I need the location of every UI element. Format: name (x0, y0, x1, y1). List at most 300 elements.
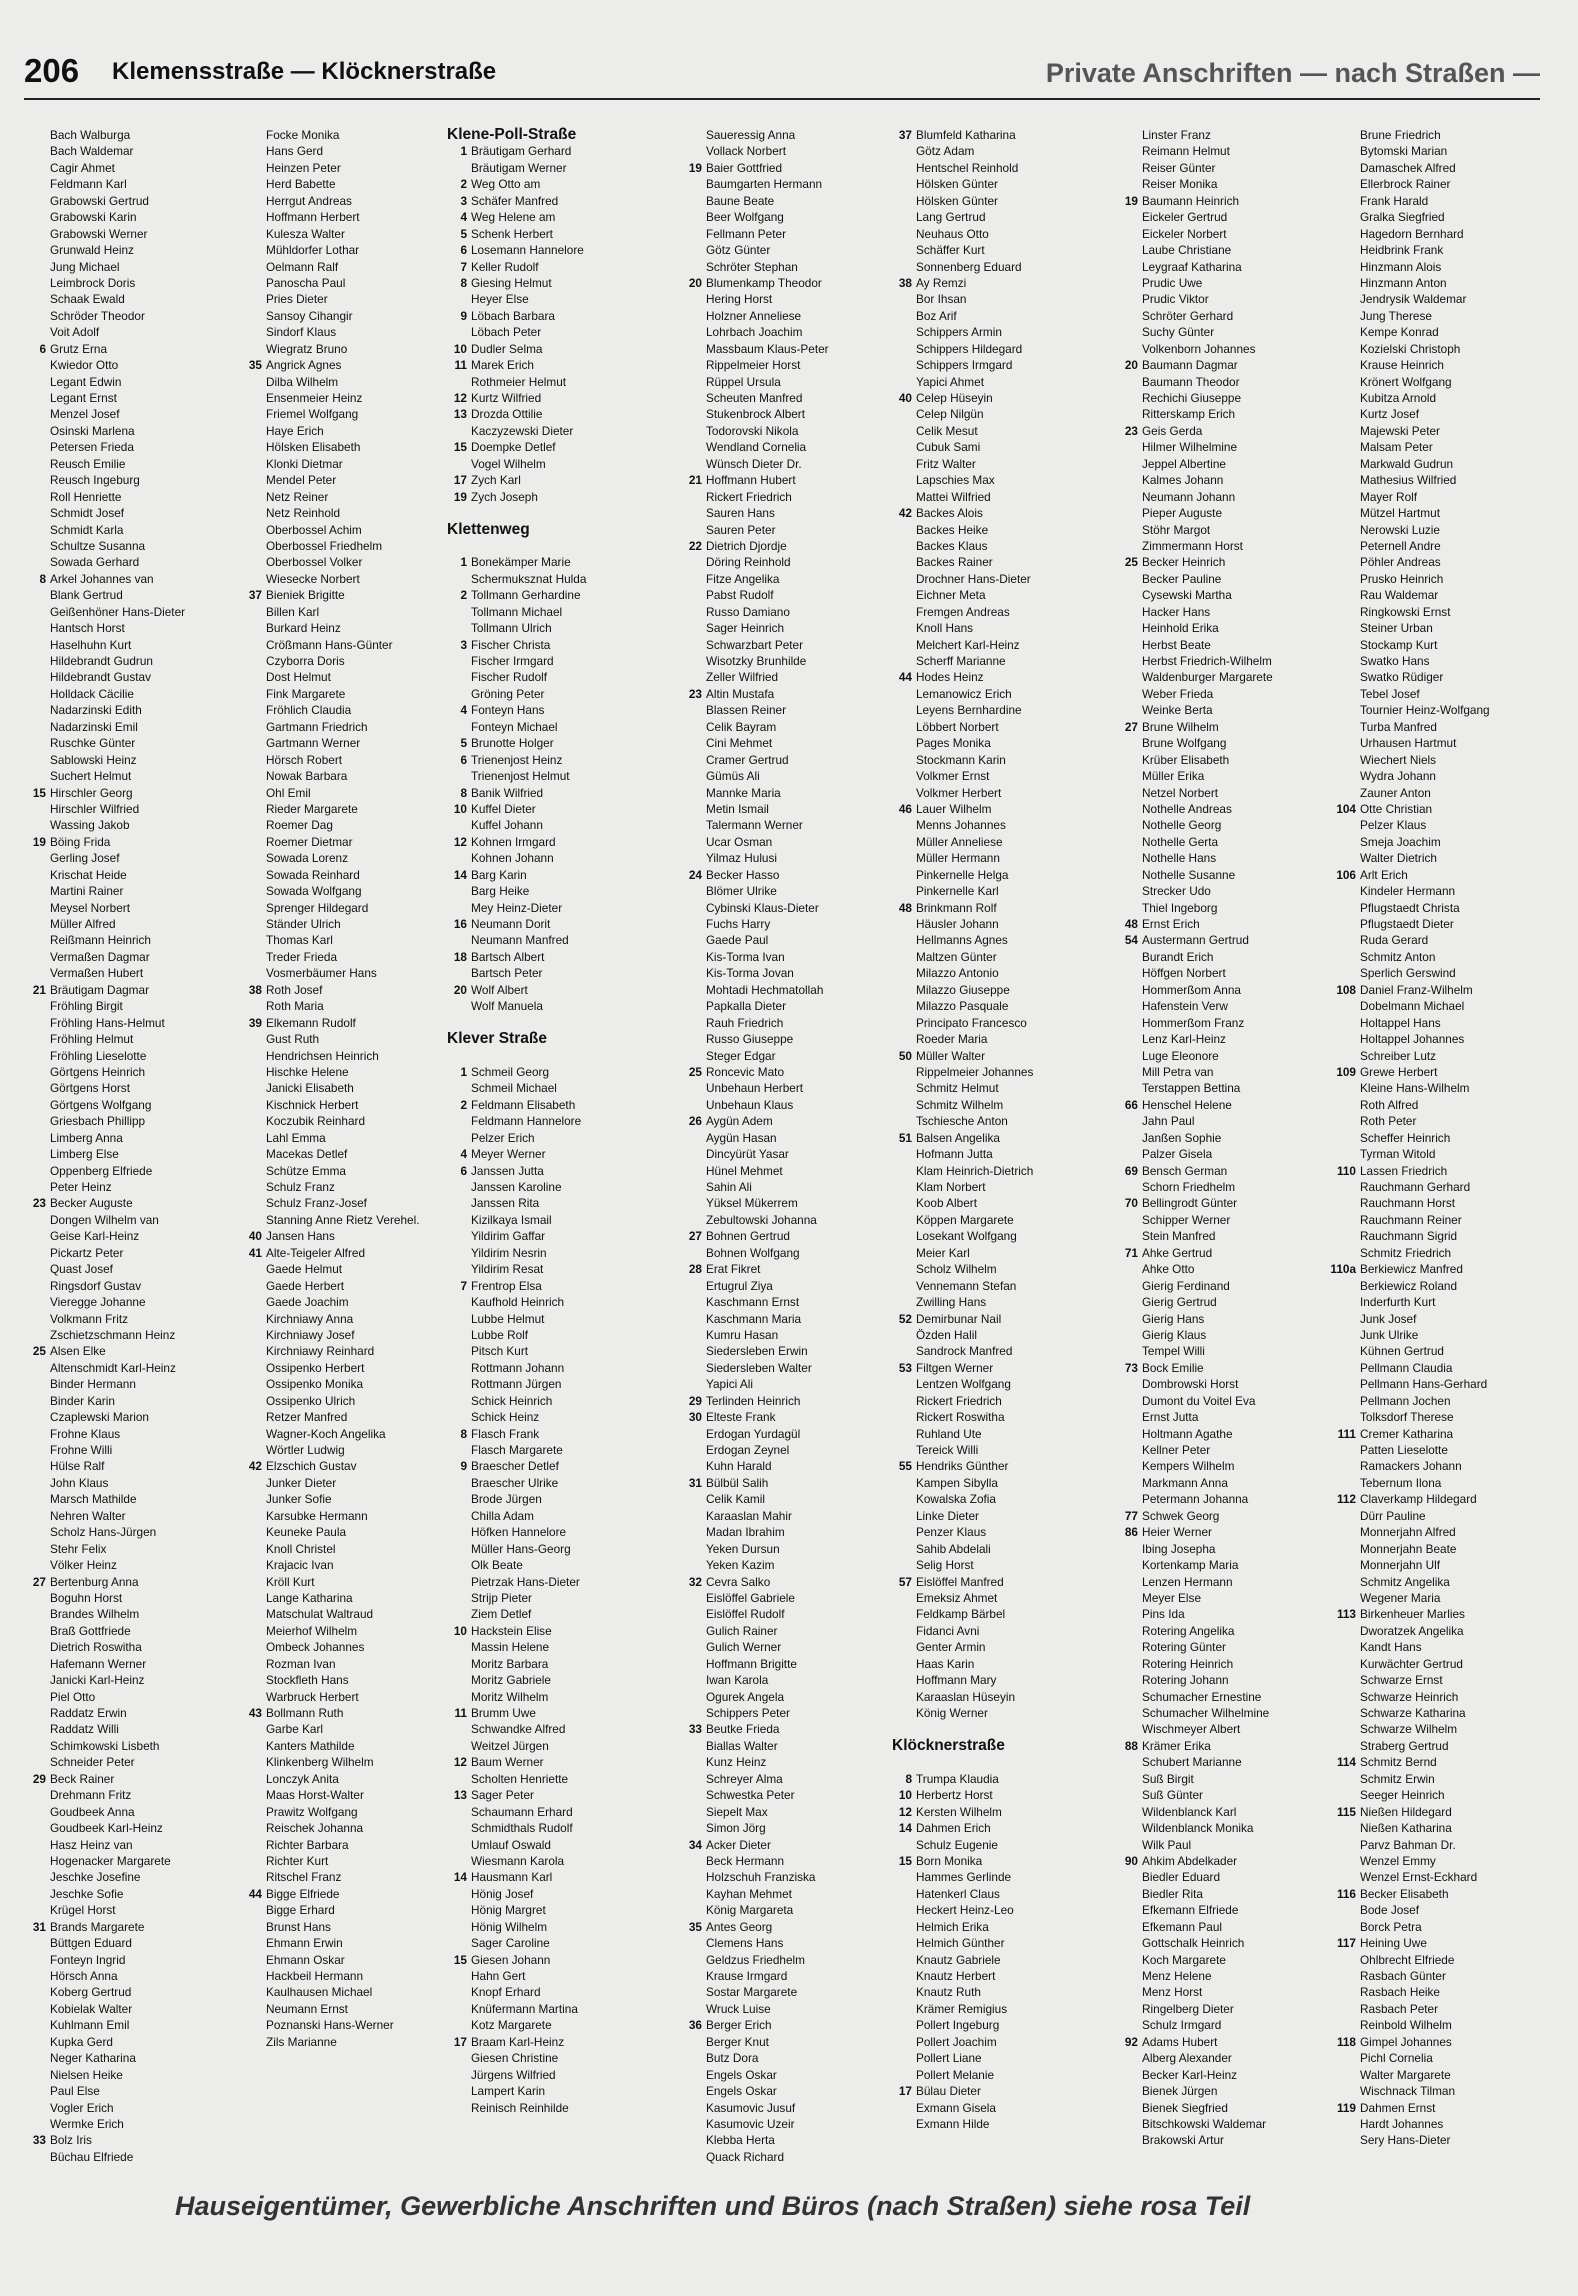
resident-entry (236, 1261, 454, 1277)
resident-entry (886, 604, 1104, 620)
resident-name: Blassen Reiner (706, 703, 786, 718)
resident-entry (676, 472, 894, 488)
resident-entry (236, 998, 454, 1014)
house-number: 23 (688, 686, 702, 701)
resident-name: Celep Nilgün (916, 407, 984, 422)
resident-name: Focke Monika (266, 128, 340, 142)
resident-name: Tyrman Witold (1360, 1147, 1436, 1162)
resident-entry (676, 1343, 894, 1359)
house-number: 10 (898, 1788, 912, 1803)
resident-entry (1112, 1179, 1330, 1195)
resident-name: Hacker Hans (1142, 604, 1211, 619)
resident-name: Wörtler Ludwig (266, 1443, 345, 1457)
resident-name: Selig Horst (916, 1558, 974, 1573)
house-number: 39 (248, 1015, 262, 1030)
resident-entry (236, 1179, 454, 1195)
resident-entry (20, 1869, 238, 1885)
resident-entry (676, 2132, 894, 2148)
resident-entry (1112, 1442, 1330, 1458)
resident-name: Gottschalk Heinrich (1142, 1936, 1245, 1951)
resident-entry (1330, 275, 1548, 291)
resident-entry (236, 1541, 454, 1557)
resident-name: Kulesza Walter (266, 226, 345, 241)
resident-name: Boguhn Horst (50, 1590, 123, 1605)
resident-name: Roncevic Mato (706, 1064, 785, 1079)
house-number: 110 (1336, 1163, 1356, 1178)
resident-name: Griesbach Phillipp (50, 1114, 146, 1129)
resident-name: Strecker Udo (1142, 884, 1211, 899)
resident-name: Bollmann Ruth (266, 1706, 344, 1720)
house-number: 8 (460, 1426, 467, 1441)
resident-name: Drozda Ottilie (471, 407, 543, 422)
resident-entry (20, 916, 238, 932)
resident-name: Tournier Heinz-Wolfgang (1360, 703, 1490, 718)
resident-entry (676, 1015, 894, 1031)
resident-entry (20, 1278, 238, 1294)
house-number: 55 (898, 1459, 912, 1474)
resident-name: Gaede Paul (706, 933, 769, 948)
resident-entry (1330, 1952, 1548, 1968)
resident-name: Rüppel Ursula (706, 374, 781, 389)
resident-entry (1330, 571, 1548, 587)
resident-entry (236, 1458, 454, 1474)
resident-entry (676, 867, 894, 883)
resident-entry (886, 522, 1104, 538)
spacer (441, 505, 659, 521)
resident-entry (1330, 456, 1548, 472)
resident-name: Kaulhausen Michael (266, 1985, 373, 2000)
resident-entry (236, 1245, 454, 1261)
resident-entry (441, 982, 659, 998)
resident-entry (20, 1919, 238, 1935)
resident-entry (1330, 735, 1548, 751)
resident-entry (1112, 456, 1330, 472)
resident-name: Bienek Siegfried (1142, 2100, 1228, 2115)
resident-name: Krause Irmgard (706, 1969, 788, 1983)
resident-entry (441, 489, 659, 505)
resident-name: Suchy Günter (1142, 325, 1215, 340)
resident-entry (20, 1360, 238, 1376)
resident-name: König Werner (916, 1706, 988, 1720)
resident-entry (1330, 1672, 1548, 1688)
resident-entry (20, 900, 238, 916)
resident-name: Prusko Heinrich (1360, 571, 1444, 586)
resident-name: Knopf Erhard (471, 1985, 541, 2000)
resident-entry (676, 1195, 894, 1211)
resident-entry (1330, 1919, 1548, 1935)
resident-name: Kozielski Christoph (1360, 341, 1461, 356)
resident-name: Ombeck Johannes (266, 1640, 365, 1655)
resident-entry (676, 1935, 894, 1951)
resident-name: Moritz Barbara (471, 1656, 549, 1671)
resident-name: Rasbach Günter (1360, 1969, 1446, 1983)
resident-name: Weinke Berta (1142, 703, 1213, 718)
resident-name: Quack Richard (706, 2149, 785, 2164)
resident-entry (676, 127, 894, 143)
resident-entry (20, 801, 238, 817)
resident-name: Schermuksznat Hulda (471, 571, 587, 586)
resident-name: Elzschich Gustav (266, 1459, 357, 1474)
resident-name: Fröhling Birgit (50, 999, 123, 1014)
house-number: 8 (905, 1771, 912, 1786)
resident-name: Drehmann Fritz (50, 1788, 132, 1803)
resident-entry (441, 1311, 659, 1327)
resident-entry (1112, 719, 1330, 735)
resident-name: Kasumovic Uzeir (706, 2116, 795, 2131)
resident-name: Scholten Henriette (471, 1771, 569, 1786)
resident-entry (236, 932, 454, 948)
resident-entry (886, 1228, 1104, 1244)
resident-name: Steiner Urban (1360, 621, 1433, 636)
resident-entry (886, 324, 1104, 340)
resident-entry (20, 1968, 238, 1984)
house-number: 6 (460, 752, 467, 767)
resident-entry (886, 160, 1104, 176)
resident-name: Herrgut Andreas (266, 193, 352, 208)
resident-name: Parvz Bahman Dr. (1360, 1837, 1456, 1852)
resident-entry (1330, 423, 1548, 439)
resident-name: Metin Ismail (706, 801, 769, 816)
resident-name: Monnerjahn Alfred (1360, 1525, 1456, 1540)
resident-entry (441, 1458, 659, 1474)
house-number: 104 (1336, 801, 1356, 816)
resident-entry (20, 1639, 238, 1655)
resident-entry (1330, 702, 1548, 718)
resident-entry (20, 324, 238, 340)
resident-entry (1112, 1902, 1330, 1918)
resident-name: Hafemann Werner (50, 1656, 147, 1671)
resident-entry (676, 1130, 894, 1146)
resident-name: Wendland Cornelia (706, 440, 807, 455)
resident-name: Schultze Susanna (50, 538, 146, 553)
resident-entry (441, 1261, 659, 1277)
resident-entry (20, 291, 238, 307)
resident-name: Heyer Else (471, 292, 529, 307)
resident-name: Scheffer Heinrich (1360, 1130, 1451, 1145)
resident-entry (1330, 1524, 1548, 1540)
resident-entry (236, 1919, 454, 1935)
resident-name: Bode Josef (1360, 1903, 1420, 1918)
resident-name: Hirschler Georg (50, 785, 133, 800)
resident-entry (441, 1212, 659, 1228)
resident-name: Fischer Rudolf (471, 670, 548, 685)
resident-name: Herbst Beate (1142, 637, 1211, 652)
house-number: 71 (1124, 1245, 1138, 1260)
resident-entry (1112, 1968, 1330, 1984)
resident-name: Pietrzak Hans-Dieter (471, 1574, 580, 1589)
resident-entry (1330, 1968, 1548, 1984)
resident-entry (20, 1886, 238, 1902)
resident-name: Reusch Emilie (50, 456, 126, 471)
resident-name: Krüber Elisabeth (1142, 752, 1230, 767)
resident-entry (1330, 1590, 1548, 1606)
resident-name: Brands Margarete (50, 1919, 145, 1934)
resident-name: Linke Dieter (916, 1508, 979, 1523)
resident-entry (886, 1393, 1104, 1409)
resident-name: Schmitz Helmut (916, 1081, 999, 1096)
resident-entry (20, 456, 238, 472)
resident-name: Tebernum Ilona (1360, 1475, 1442, 1490)
resident-name: Lemanowicz Erich (916, 686, 1012, 701)
resident-entry (441, 1705, 659, 1721)
resident-name: Becker Elisabeth (1360, 1886, 1449, 1901)
resident-name: Raddatz Willi (50, 1722, 119, 1737)
house-number: 42 (898, 506, 912, 521)
resident-name: Sager Heinrich (706, 621, 785, 636)
resident-name: Sperlich Gerswind (1360, 966, 1456, 981)
resident-entry (886, 1294, 1104, 1310)
resident-entry (236, 1754, 454, 1770)
resident-name: Maas Horst-Walter (266, 1788, 364, 1803)
resident-name: Billen Karl (266, 604, 320, 619)
resident-name: Fonteyn Michael (471, 719, 558, 734)
resident-name: Fitze Angelika (706, 571, 780, 586)
resident-name: Binder Karin (50, 1393, 115, 1408)
resident-name: Osinski Marlena (50, 423, 135, 438)
resident-entry (676, 456, 894, 472)
resident-name: Bonekämper Marie (471, 555, 571, 570)
resident-name: Schmitz Wilhelm (916, 1097, 1004, 1112)
resident-name: Schäffer Kurt (916, 243, 985, 258)
resident-name: Reimann Helmut (1142, 144, 1230, 159)
resident-name: Luge Eleonore (1142, 1048, 1219, 1063)
resident-name: Alte-Teigeler Alfred (266, 1245, 366, 1260)
resident-name: Kis-Torma Jovan (706, 966, 794, 981)
resident-entry (676, 1442, 894, 1458)
resident-name: Herbst Friedrich-Wilhelm (1142, 654, 1272, 668)
resident-name: Stein Manfred (1142, 1229, 1216, 1244)
resident-name: Alsen Elke (50, 1344, 106, 1359)
resident-name: Aygün Adem (706, 1114, 773, 1129)
house-number: 15 (453, 440, 467, 455)
resident-name: Cubuk Sami (916, 440, 981, 455)
house-number: 73 (1124, 1360, 1138, 1375)
resident-entry (1112, 1656, 1330, 1672)
resident-name: Roth Josef (266, 982, 323, 997)
resident-name: Kempe Konrad (1360, 325, 1439, 340)
resident-name: Kleine Hans-Wilhelm (1360, 1081, 1470, 1096)
directory-column-4 (676, 127, 894, 2165)
resident-name: Dost Helmut (266, 670, 331, 685)
resident-entry (236, 308, 454, 324)
resident-entry (886, 1327, 1104, 1343)
resident-entry (1112, 1311, 1330, 1327)
resident-entry (886, 2083, 1104, 2099)
resident-entry (1112, 2132, 1330, 2148)
resident-name: Wisotzky Brunhilde (706, 654, 807, 668)
resident-entry (20, 127, 238, 143)
resident-entry (1112, 900, 1330, 916)
resident-name: Warbruck Herbert (266, 1689, 359, 1704)
resident-name: Jansen Hans (266, 1229, 335, 1244)
house-number: 8 (460, 785, 467, 800)
resident-name: Scholz Hans-Jürgen (50, 1525, 157, 1540)
resident-name: Poznanski Hans-Werner (266, 2018, 394, 2033)
resident-entry (441, 834, 659, 850)
resident-name: Gümüs Ali (706, 769, 760, 784)
house-number: 70 (1124, 1196, 1138, 1211)
resident-name: Brode Jürgen (471, 1492, 542, 1507)
resident-name: Grabowski Werner (50, 226, 148, 241)
resident-entry (20, 1048, 238, 1064)
resident-name: Wenzel Ernst-Eckhard (1360, 1870, 1478, 1885)
resident-name: Schippers Peter (706, 1706, 790, 1720)
resident-entry (20, 1606, 238, 1622)
resident-name: Braescher Ulrike (471, 1475, 559, 1490)
resident-entry (1112, 965, 1330, 981)
resident-entry (236, 785, 454, 801)
resident-entry (20, 1574, 238, 1590)
resident-name: Milazzo Pasquale (916, 999, 1009, 1014)
resident-entry (676, 637, 894, 653)
resident-name: Nadarzinski Edith (50, 703, 142, 718)
resident-name: Brinkmann Rolf (916, 900, 997, 915)
resident-entry (20, 1837, 238, 1853)
resident-name: Brandes Wilhelm (50, 1607, 140, 1622)
resident-name: Damaschek Alfred (1360, 160, 1456, 175)
resident-name: Netz Reinhold (266, 506, 341, 521)
resident-name: Petersen Frieda (50, 440, 134, 455)
resident-entry (1330, 1475, 1548, 1491)
resident-name: Baumann Heinrich (1142, 193, 1240, 208)
resident-entry (441, 554, 659, 570)
resident-entry (1330, 1853, 1548, 1869)
resident-entry (676, 176, 894, 192)
resident-entry (441, 2001, 659, 2017)
resident-name: Holzschuh Franziska (706, 1870, 816, 1885)
resident-entry (236, 1212, 454, 1228)
resident-name: Roemer Dietmar (266, 834, 353, 849)
resident-entry (236, 176, 454, 192)
resident-entry (676, 209, 894, 225)
house-number: 77 (1124, 1508, 1138, 1523)
resident-name: Hinzmann Alois (1360, 259, 1442, 274)
resident-entry (441, 324, 659, 340)
resident-name: Fischer Christa (471, 637, 551, 652)
resident-name: Sowada Reinhard (266, 867, 360, 882)
resident-entry (441, 1541, 659, 1557)
resident-name: Gaede Joachim (266, 1295, 349, 1310)
resident-name: Suß Günter (1142, 1788, 1203, 1803)
resident-entry (20, 1409, 238, 1425)
resident-entry (886, 456, 1104, 472)
section-title: Private Anschriften — nach Straßen — (1045, 58, 1540, 88)
resident-name: Paul Else (50, 2084, 100, 2099)
resident-name: Krämer Erika (1142, 1738, 1211, 1753)
resident-entry (886, 1360, 1104, 1376)
resident-entry (236, 1409, 454, 1425)
resident-name: Haas Karin (916, 1656, 975, 1671)
resident-entry (1112, 817, 1330, 833)
resident-name: Unbehaun Herbert (706, 1081, 804, 1096)
house-number: 2 (460, 588, 467, 603)
resident-name: Zych Karl (471, 473, 521, 488)
resident-entry (886, 998, 1104, 1014)
resident-entry (1112, 291, 1330, 307)
resident-entry (886, 1097, 1104, 1113)
resident-name: Ahke Otto (1142, 1262, 1195, 1277)
resident-entry (676, 2034, 894, 2050)
directory-column-5 (886, 127, 1104, 2132)
resident-entry (886, 949, 1104, 965)
resident-name: Rickert Roswitha (916, 1410, 1005, 1425)
resident-name: Döring Reinhold (706, 555, 791, 570)
resident-entry (441, 2050, 659, 2066)
resident-entry (236, 127, 454, 143)
resident-entry (886, 1376, 1104, 1392)
resident-name: Brunotte Holger (471, 736, 554, 751)
resident-entry (1112, 1475, 1330, 1491)
resident-name: Hausmann Karl (471, 1870, 553, 1885)
resident-entry (886, 1886, 1104, 1902)
resident-name: John Klaus (50, 1475, 109, 1490)
resident-entry (441, 620, 659, 636)
resident-entry (886, 1409, 1104, 1425)
resident-entry (20, 1524, 238, 1540)
resident-name: Losemann Hannelore (471, 243, 584, 258)
resident-entry (886, 1524, 1104, 1540)
resident-name: Filtgen Werner (916, 1360, 994, 1375)
resident-name: Sablowski Heinz (50, 752, 137, 767)
resident-name: Zebultowski Johanna (706, 1212, 817, 1227)
resident-name: Rauchmann Gerhard (1360, 1180, 1471, 1194)
resident-entry (676, 505, 894, 521)
resident-entry (1330, 785, 1548, 801)
resident-entry (441, 1294, 659, 1310)
resident-name: Acker Dieter (706, 1837, 771, 1852)
resident-name: Pellmann Claudia (1360, 1360, 1453, 1375)
resident-name: Blumfeld Katharina (916, 128, 1016, 142)
resident-name: Lampert Karin (471, 2084, 546, 2099)
resident-entry (676, 735, 894, 751)
resident-entry (441, 439, 659, 455)
resident-name: Frank Harald (1360, 193, 1429, 208)
resident-name: Mannke Maria (706, 785, 781, 800)
resident-entry (1330, 1820, 1548, 1836)
house-number: 10 (453, 801, 467, 816)
resident-name: Claverkamp Hildegard (1360, 1492, 1477, 1507)
resident-name: Becker Karl-Heinz (1142, 2067, 1238, 2082)
resident-entry (236, 1048, 454, 1064)
resident-name: Nothelle Hans (1142, 851, 1217, 866)
resident-name: Celik Kamil (706, 1492, 765, 1507)
resident-name: Bellingrodt Günter (1142, 1196, 1238, 1211)
resident-entry (1330, 1541, 1548, 1557)
resident-name: Hölsken Günter (916, 193, 998, 208)
resident-name: Markwald Gudrun (1360, 456, 1454, 471)
resident-name: Grabowski Gertrud (50, 193, 149, 208)
resident-entry (886, 1278, 1104, 1294)
resident-entry (886, 1146, 1104, 1162)
resident-name: Ucar Osman (706, 834, 773, 849)
resident-entry (441, 669, 659, 685)
resident-name: Maltzen Günter (916, 949, 997, 964)
resident-name: Weber Frieda (1142, 686, 1214, 701)
resident-name: Vogler Erich (50, 2100, 114, 2115)
resident-name: Lange Katharina (266, 1590, 353, 1605)
resident-name: Kotz Margarete (471, 2018, 552, 2033)
resident-name: Wermke Erich (50, 2116, 124, 2131)
resident-entry (441, 998, 659, 1014)
resident-entry (1330, 2034, 1548, 2050)
resident-entry (1330, 1360, 1548, 1376)
resident-name: Müller Anneliese (916, 834, 1003, 849)
resident-entry (236, 1804, 454, 1820)
resident-name: Biedler Rita (1142, 1886, 1203, 1901)
house-number: 17 (453, 473, 467, 488)
resident-entry (20, 2050, 238, 2066)
resident-entry (441, 1721, 659, 1737)
